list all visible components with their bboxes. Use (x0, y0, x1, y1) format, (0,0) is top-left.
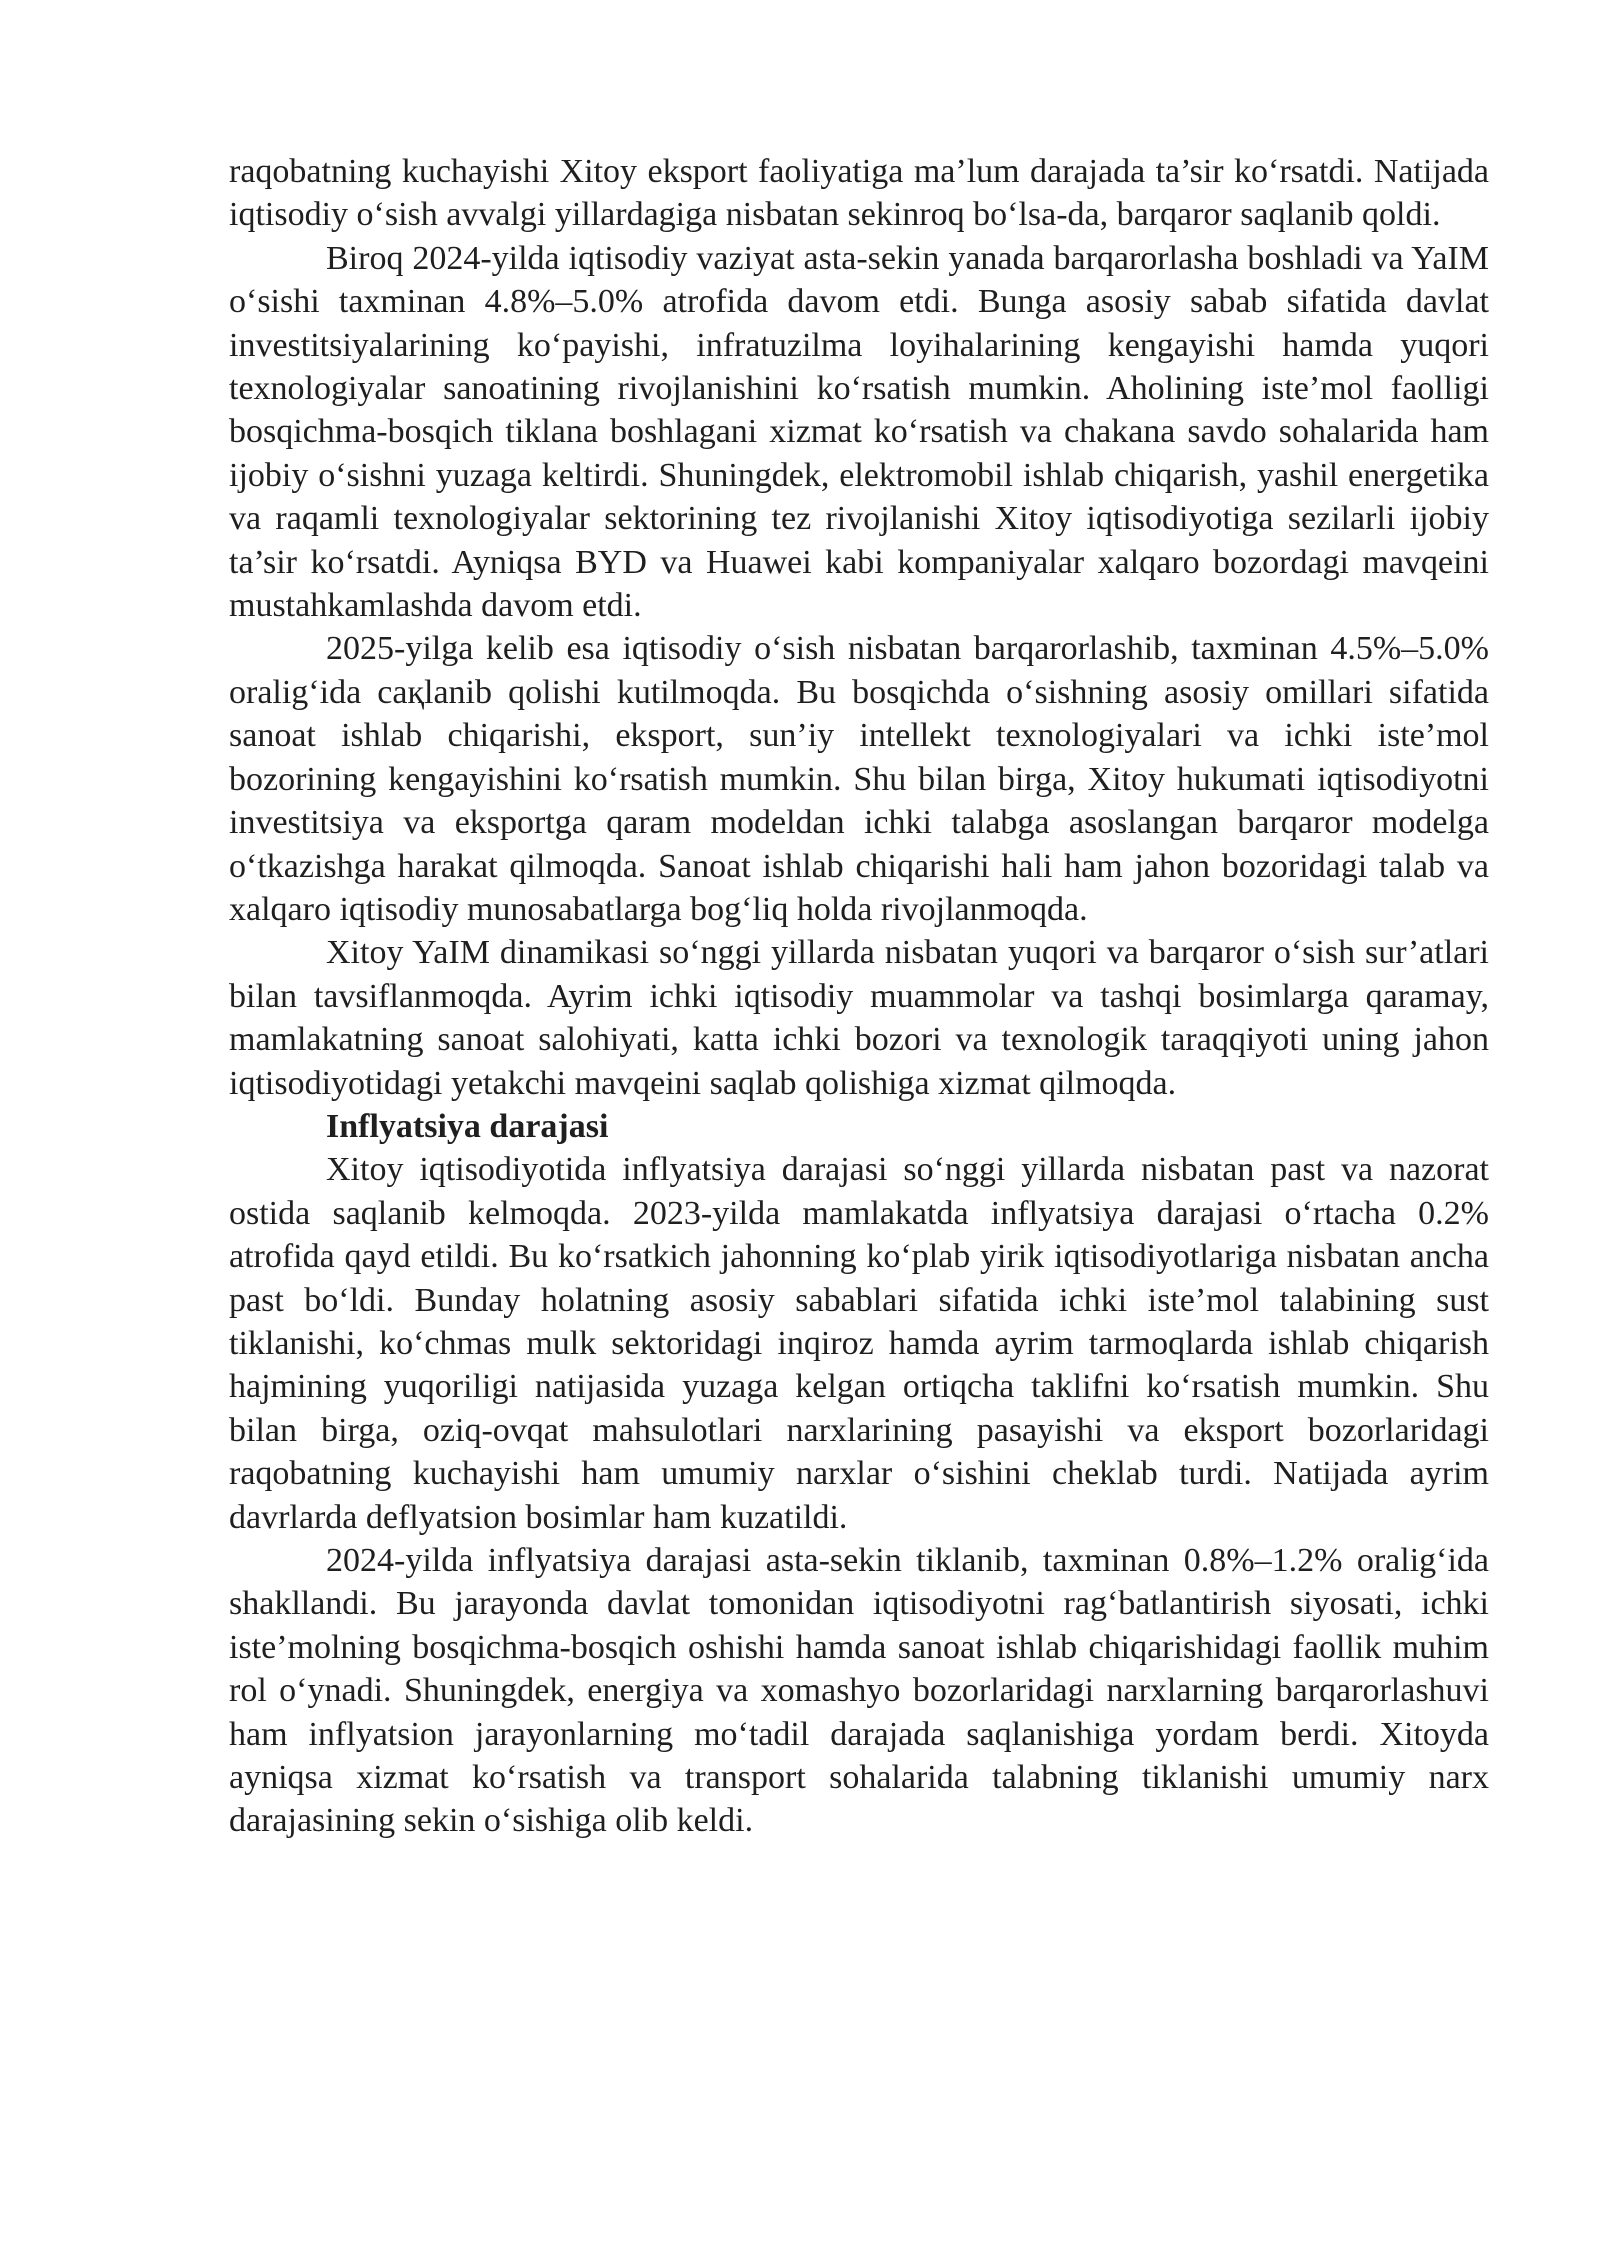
section-heading-inflation: Inflyatsiya darajasi (326, 1107, 609, 1145)
paragraph-inflation-2023: Xitoy iqtisodiyotida inflyatsiya darajasi so‘nggi yillarda nisbatan past va nazorat ostida saqlanib kelmoqda. 2023-yilda mamlakatda inflyatsiya darajasi o‘rtacha 0.2% atrofida qayd etildi. Bu ko‘rsatkich jahonning ko‘plab yirik iqtisodiyotlariga nisbatan ancha past bo‘ldi. Bunday holatning asosiy sabablari sifatida ichki iste’mol talabining sust tiklanishi, ko‘chmas mulk sektoridagi inqiroz hamda ayrim tarmoqlarda ishlab chiqarish hajmining yuqoriligi natijasida yuzaga kelgan ortiqcha taklifni ko‘rsatish mumkin. Shu bilan birga, oziq-ovqat mahsulotlari narxlarining pasayishi va eksport bozorlaridagi raqobatning kuchayishi ham umumiy narxlar o‘sishini cheklab turdi. Natijada ayrim davrlarda deflyatsion bosimlar ham kuzatildi. (229, 1151, 1489, 1536)
paragraph-inflation-2024: 2024-yilda inflyatsiya darajasi asta-sekin tiklanib, taxminan 0.8%–1.2% oralig‘ida shakllandi. Bu jarayonda davlat tomonidan iqtisodiyotni rag‘batlantirish siyosati, ichki iste’molning bosqichma-bosqich oshishi hamda sanoat ishlab chiqarishidagi faollik muhim rol o‘ynadi. Shuningdek, energiya va xomashyo bozorlaridagi narxlarning barqarorlashuvi ham inflyatsion jarayonlarning mo‘tadil darajada saqlanishiga yordam berdi. Xitoyda ayniqsa xizmat ko‘rsatish va transport sohalarida talabning tiklanishi umumiy narx darajasining sekin o‘sishiga olib keldi. (229, 1542, 1489, 1840)
paragraph-gdp-2025: 2025-yilga kelib esa iqtisodiy o‘sish nisbatan barqarorlashib, taxminan 4.5%–5.0% oralig‘ida caқlanib qolishi kutilmoqda. Bu bosqichda o‘sishning asosiy omillari sifatida sanoat ishlab chiqarishi, eksport, sun’iy intellekt texnologiyalari va ichki iste’mol bozorining kengayishini ko‘rsatish mumkin. Shu bilan birga, Xitoy hukumati iqtisodiyotni investitsiya va eksportga qaram modeldan ichki talabga asoslangan barqaror modelga o‘tkazishga harakat qilmoqda. Sanoat ishlab chiqarishi hali ham jahon bozoridagi talab va xalqaro iqtisodiy munosabatlarga bog‘liq holda rivojlanmoqda. (229, 630, 1489, 928)
paragraph-continuation: raqobatning kuchayishi Xitoy eksport faoliyatiga ma’lum darajada ta’sir ko‘rsatdi. Natijada iqtisodiy o‘sish avvalgi yillardagiga nisbatan sekinroq bo‘lsa-da, barqaror saqlanib qoldi. (229, 153, 1489, 234)
document-page (229, 150, 1489, 1843)
paragraph-gdp-dynamics: Xitoy YaIM dinamikasi so‘nggi yillarda nisbatan yuqori va barqaror o‘sish sur’atlari bilan tavsiflanmoqda. Ayrim ichki iqtisodiy muammolar va tashqi bosimlarga qaramay, mamlakatning sanoat salohiyati, katta ichki bozori va texnologik taraqqiyoti uning jahon iqtisodiyotidagi yetakchi mavqeini saqlab qolishiga xizmat qilmoqda. (229, 934, 1489, 1102)
paragraph-gdp-2024: Biroq 2024-yilda iqtisodiy vaziyat asta-sekin yanada barqarorlasha boshladi va YaIM o‘sishi taxminan 4.8%–5.0% atrofida davom etdi. Bunga asosiy sabab sifatida davlat investitsiyalarining ko‘payishi, infratuzilma loyihalarining kengayishi hamda yuqori texnologiyalar sanoatining rivojlanishini ko‘rsatish mumkin. Aholining iste’mol faolligi bosqichma-bosqich tiklana boshlagani xizmat ko‘rsatish va chakana savdo sohalarida ham ijobiy o‘sishni yuzaga keltirdi. Shuningdek, elektromobil ishlab chiqarish, yashil energetika va raqamli texnologiyalar sektorining tez rivojlanishi Xitoy iqtisodiyotiga sezilarli ijobiy ta’sir ko‘rsatdi. Ayniqsa BYD va Huawei kabi kompaniyalar xalqaro bozordagi mavqeini mustahkamlashda davom etdi. (229, 239, 1489, 625)
